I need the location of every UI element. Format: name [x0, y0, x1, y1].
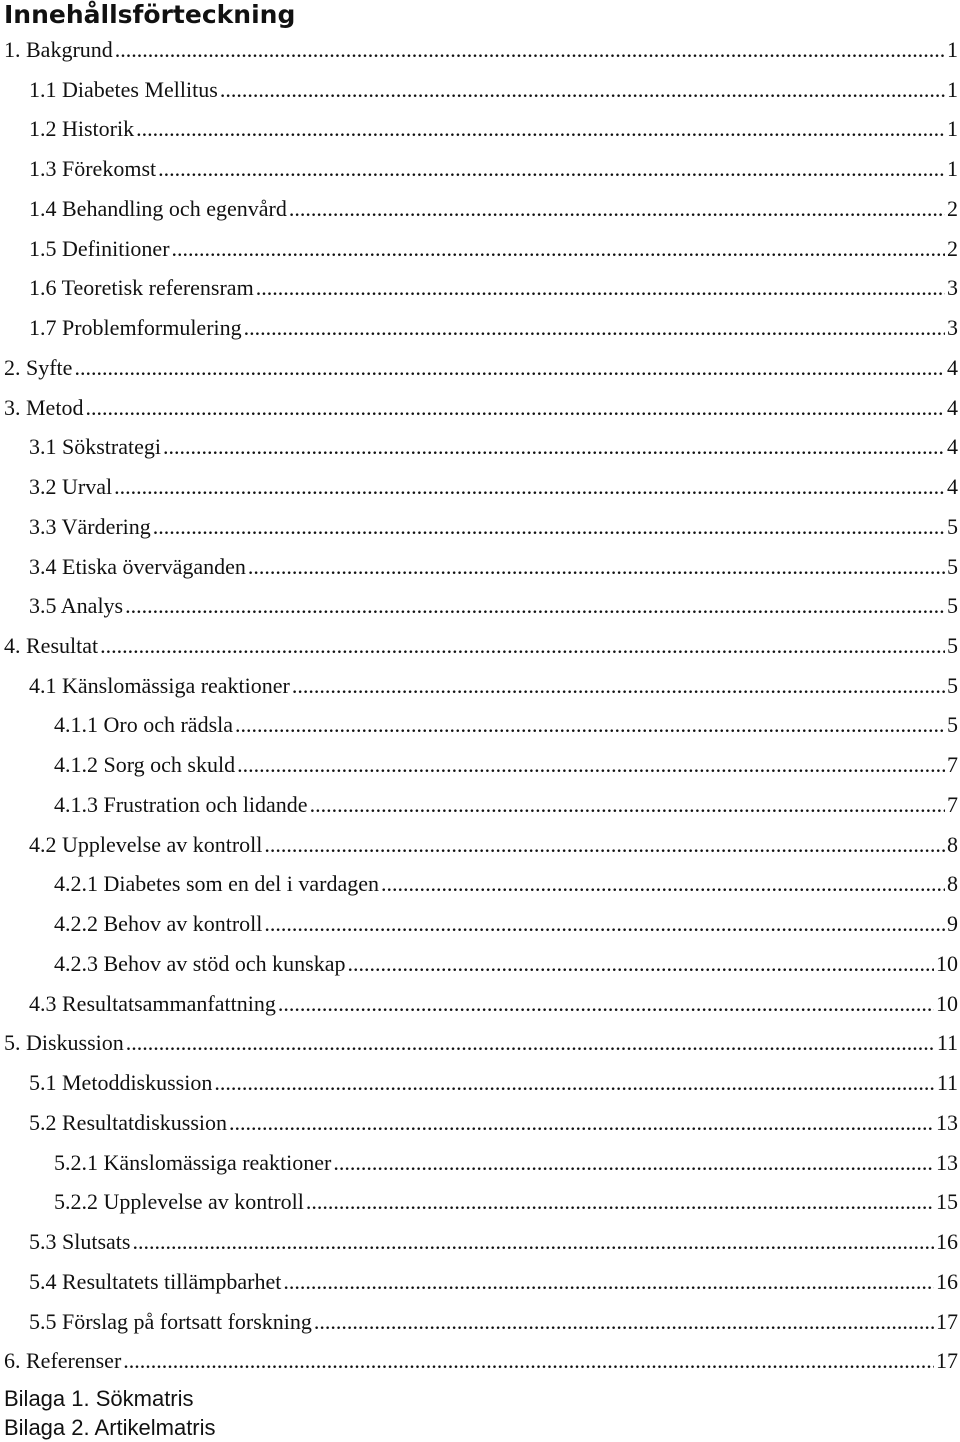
appendix-item: Bilaga 1. Sökmatris — [4, 1386, 194, 1411]
toc-dot-leader — [172, 229, 945, 269]
toc-entry-label: 6. Referenser — [4, 1348, 122, 1374]
toc-dot-leader — [248, 547, 945, 587]
toc-page-number: 15 — [936, 1189, 958, 1215]
toc-entry[interactable] — [0, 467, 960, 507]
toc-entry[interactable] — [0, 864, 960, 904]
toc-entry[interactable] — [0, 547, 960, 587]
toc-page-number: 1 — [947, 37, 958, 62]
toc-page-number: 8 — [947, 831, 958, 857]
toc-entry-label: 1.3 Förekomst — [29, 156, 157, 182]
toc-page-number: 4 — [947, 394, 958, 420]
toc-page-number: 1 — [947, 76, 958, 102]
toc-dot-leader — [74, 348, 945, 388]
toc-entry[interactable] — [0, 109, 960, 149]
toc-entry[interactable] — [0, 388, 960, 428]
toc-entry-label: 3.2 Urval — [29, 474, 113, 500]
toc-page-number: 8 — [947, 871, 958, 897]
toc-dot-leader — [132, 1222, 934, 1262]
toc-entry-label: 1.6 Teoretisk referensram — [29, 275, 254, 301]
toc-entry-label: 4.2.2 Behov av kontroll — [54, 911, 263, 937]
toc-entry[interactable] — [0, 189, 960, 229]
toc-list — [0, 30, 960, 1381]
toc-entry-label: 3.4 Etiska överväganden — [29, 553, 246, 579]
toc-dot-leader — [264, 904, 945, 944]
toc-page-number: 2 — [947, 195, 958, 221]
toc-entry[interactable] — [0, 586, 960, 626]
toc-entry-label: 4.1.2 Sorg och skuld — [54, 752, 236, 778]
toc-dot-leader — [235, 705, 945, 745]
toc-dot-leader — [115, 30, 945, 70]
toc-entry[interactable] — [0, 70, 960, 110]
toc-dot-leader — [85, 388, 945, 428]
toc-dot-leader — [289, 189, 945, 229]
toc-dot-leader — [283, 1262, 934, 1302]
toc-dot-leader — [310, 785, 945, 825]
toc-entry-label: 4.2 Upplevelse av kontroll — [29, 831, 263, 857]
toc-entry-label: 5.2 Resultatdiskussion — [29, 1109, 228, 1135]
toc-entry-label: 5.1 Metoddiskussion — [29, 1070, 213, 1096]
toc-entry-label: 1.1 Diabetes Mellitus — [29, 76, 218, 102]
toc-dot-leader — [333, 1143, 934, 1183]
toc-dot-leader — [220, 70, 945, 110]
toc-page-number: 4 — [947, 474, 958, 500]
toc-entry-label: 1.2 Historik — [29, 116, 135, 142]
toc-dot-leader — [163, 427, 945, 467]
toc-dot-leader — [244, 308, 945, 348]
appendix-list — [0, 1384, 216, 1442]
toc-entry-label: 1. Bakgrund — [4, 37, 113, 62]
toc-entry[interactable] — [0, 427, 960, 467]
toc-entry[interactable] — [0, 1302, 960, 1342]
toc-page-number: 3 — [947, 315, 958, 341]
toc-page-number: 13 — [936, 1149, 958, 1175]
toc-page-number: 13 — [936, 1109, 958, 1135]
toc-entry-label: 3. Metod — [4, 394, 84, 420]
toc-page-number: 5 — [947, 593, 958, 619]
toc-entry-label: 3.3 Värdering — [29, 513, 151, 539]
toc-dot-leader — [347, 944, 934, 984]
toc-entry-label: 4.1.1 Oro och rädsla — [54, 712, 234, 738]
toc-dot-leader — [306, 1182, 934, 1222]
toc-entry[interactable] — [0, 984, 960, 1024]
toc-entry[interactable] — [0, 1222, 960, 1262]
toc-title: Innehållsförteckning — [4, 0, 296, 29]
toc-entry-label: 4.1.3 Frustration och lidande — [54, 791, 308, 817]
toc-dot-leader — [256, 268, 945, 308]
toc-entry[interactable] — [0, 825, 960, 865]
toc-page-number: 2 — [947, 235, 958, 261]
toc-entry[interactable] — [0, 30, 960, 70]
toc-dot-leader — [100, 626, 945, 666]
toc-entry[interactable] — [0, 1103, 960, 1143]
toc-page-number: 4 — [947, 434, 958, 460]
toc-page-number: 16 — [936, 1268, 958, 1294]
toc-dot-leader — [264, 825, 945, 865]
toc-dot-leader — [126, 1023, 935, 1063]
toc-page-number: 9 — [947, 911, 958, 937]
toc-dot-leader — [114, 467, 945, 507]
toc-dot-leader — [136, 109, 945, 149]
toc-page-number: 11 — [936, 1030, 958, 1056]
toc-entry[interactable] — [0, 1262, 960, 1302]
toc-entry-label: 1.5 Definitioner — [29, 235, 170, 261]
toc-entry-label: 4. Resultat — [4, 633, 99, 659]
toc-page-number: 5 — [947, 553, 958, 579]
toc-page-number: 4 — [947, 354, 958, 380]
toc-entry[interactable] — [0, 268, 960, 308]
toc-page-number: 5 — [947, 712, 958, 738]
toc-dot-leader — [237, 745, 945, 785]
toc-entry-label: 4.3 Resultatsammanfattning — [29, 990, 276, 1016]
toc-page-number: 1 — [947, 156, 958, 182]
toc-entry-label: 3.1 Sökstrategi — [29, 434, 161, 460]
toc-entry[interactable] — [0, 149, 960, 189]
toc-entry[interactable] — [0, 626, 960, 666]
toc-entry-label: 4.2.3 Behov av stöd och kunskap — [54, 950, 346, 976]
toc-entry-label: 2. Syfte — [4, 354, 73, 380]
toc-entry-label: 4.2.1 Diabetes som en del i vardagen — [54, 871, 380, 897]
toc-entry-label: 5. Diskussion — [4, 1030, 124, 1056]
toc-entry[interactable] — [0, 785, 960, 825]
toc-dot-leader — [314, 1302, 934, 1342]
toc-dot-leader — [214, 1063, 934, 1103]
toc-entry[interactable] — [0, 666, 960, 706]
toc-dot-leader — [229, 1103, 934, 1143]
toc-page-number: 16 — [936, 1229, 958, 1255]
toc-page-number: 5 — [947, 513, 958, 539]
toc-page-number: 10 — [936, 950, 958, 976]
toc-entry[interactable] — [0, 308, 960, 348]
toc-page-number: 3 — [947, 275, 958, 301]
toc-entry-label: 4.1 Känslomässiga reaktioner — [29, 672, 290, 698]
toc-page-number: 7 — [947, 752, 958, 778]
toc-entry[interactable] — [0, 229, 960, 269]
toc-entry-label: 5.2.2 Upplevelse av kontroll — [54, 1189, 304, 1215]
toc-entry[interactable] — [0, 1143, 960, 1183]
toc-page-number: 17 — [936, 1308, 958, 1334]
toc-dot-leader — [153, 507, 945, 547]
toc-dot-leader — [125, 586, 945, 626]
toc-entry-label: 3.5 Analys — [29, 593, 124, 619]
toc-entry-label: 1.4 Behandling och egenvård — [29, 195, 287, 221]
toc-entry[interactable] — [0, 348, 960, 388]
toc-entry[interactable] — [0, 1341, 960, 1381]
toc-dot-leader — [123, 1341, 934, 1381]
toc-entry[interactable] — [0, 944, 960, 984]
toc-entry-label: 5.4 Resultatets tillämpbarhet — [29, 1268, 282, 1294]
appendix-item: Bilaga 2. Artikelmatris — [4, 1415, 216, 1440]
toc-page-number: 10 — [936, 990, 958, 1016]
toc-dot-leader — [278, 984, 934, 1024]
toc-entry[interactable] — [0, 1182, 960, 1222]
toc-dot-leader — [158, 149, 945, 189]
toc-entry[interactable] — [0, 745, 960, 785]
toc-dot-leader — [292, 666, 945, 706]
toc-page-number: 11 — [936, 1070, 958, 1096]
toc-entry-label: 5.5 Förslag på fortsatt forskning — [29, 1308, 312, 1334]
toc-entry-label: 1.7 Problemformulering — [29, 315, 242, 341]
toc-page-number: 5 — [947, 633, 958, 659]
toc-entry-label: 5.2.1 Känslomässiga reaktioner — [54, 1149, 332, 1175]
toc-page-number: 1 — [947, 116, 958, 142]
toc-dot-leader — [381, 864, 945, 904]
toc-entry[interactable] — [0, 1063, 960, 1103]
toc-page-number: 5 — [947, 672, 958, 698]
toc-page-number: 17 — [936, 1348, 958, 1374]
toc-entry[interactable] — [0, 507, 960, 547]
toc-entry[interactable] — [0, 904, 960, 944]
toc-page-number: 7 — [947, 791, 958, 817]
toc-entry[interactable] — [0, 705, 960, 745]
toc-entry-label: 5.3 Slutsats — [29, 1229, 131, 1255]
toc-entry[interactable] — [0, 1023, 960, 1063]
